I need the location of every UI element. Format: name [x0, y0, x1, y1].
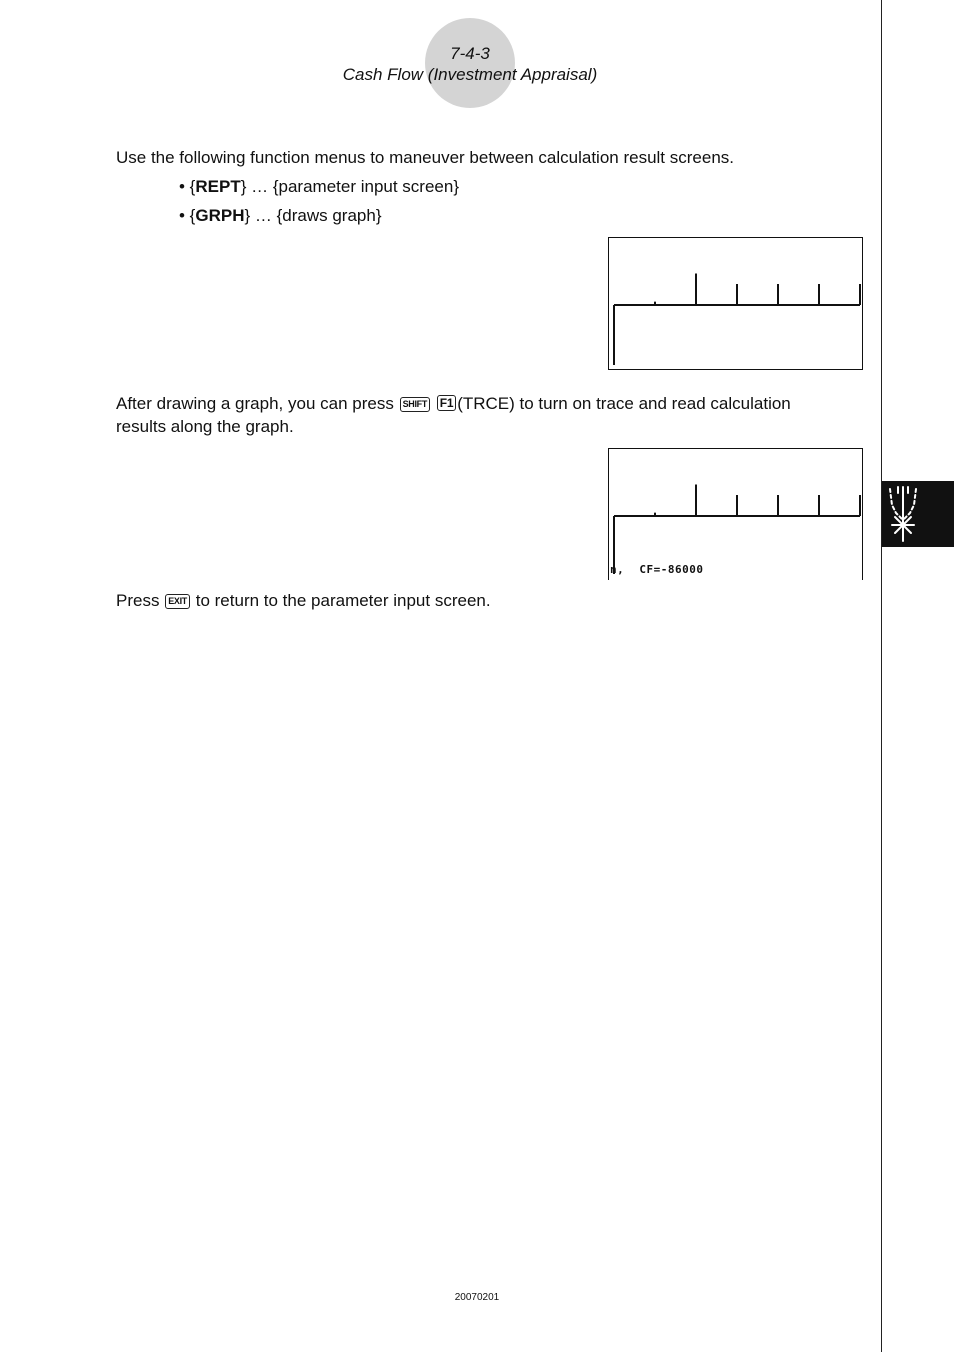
grph-label: GRPH: [195, 206, 245, 225]
trace-screen: [608, 448, 863, 580]
f1-key: F1: [437, 395, 456, 411]
rept-label: REPT: [195, 177, 241, 196]
exit-key: EXIT: [165, 594, 190, 609]
margin-rule: [881, 0, 882, 1352]
cash-flow-graph-trace: [609, 449, 862, 580]
cactus-icon: [882, 481, 954, 547]
trace-value: CF=-86000: [639, 563, 704, 576]
footer-code: 20070201: [454, 1292, 500, 1303]
page-number: 7-4-3: [450, 44, 490, 63]
graph-screen: [608, 237, 863, 370]
section-title: Cash Flow (Investment Appraisal): [342, 65, 598, 84]
menu-item-rept: • {REPT} … {parameter input screen}: [179, 177, 459, 196]
menu-item-grph: • {GRPH} … {draws graph}: [179, 206, 382, 225]
intro-text: Use the following function menus to maneuver between calculation result screens.: [116, 148, 735, 167]
exit-paragraph: Press EXIT to return to the parameter input screen.: [116, 591, 491, 610]
trace-readout: [610, 563, 703, 576]
chapter-tab: [882, 481, 954, 547]
trace-cursor-label: n,: [610, 563, 625, 576]
trace-paragraph: After drawing a graph, you can press SHIFT F1 (TRCE) to turn on trace and read calculation results along the graph.: [116, 394, 791, 436]
cash-flow-graph: [609, 238, 862, 369]
shift-key: SHIFT: [400, 397, 431, 412]
